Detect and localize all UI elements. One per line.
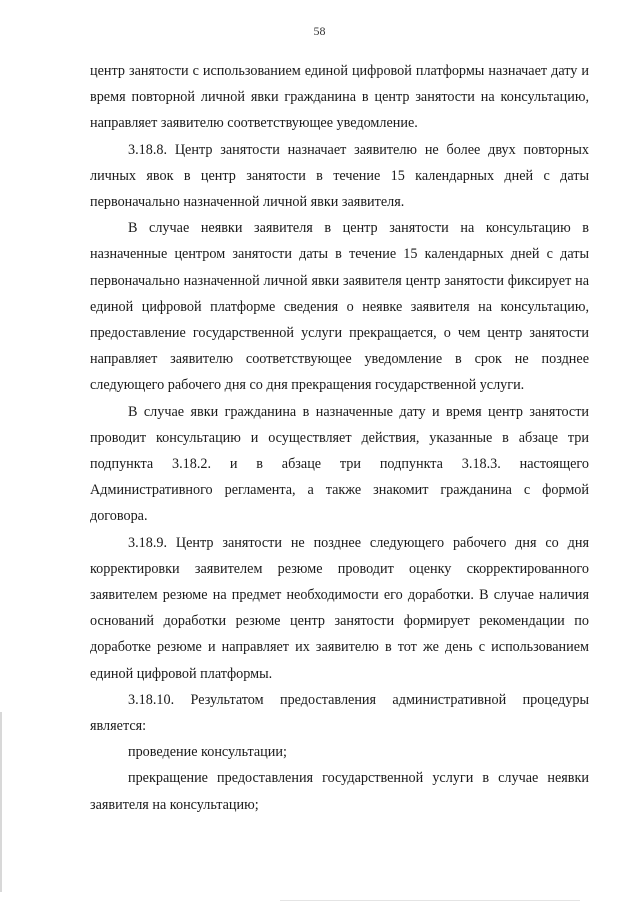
scan-edge-mark <box>0 712 2 892</box>
paragraph: 3.18.9. Центр занятости не позднее следующего рабочего дня со дня корректировки заявителем резюме проводит оценку скорректированного заявителем резюме на предмет необходимости его доработки. В случае наличия оснований доработки резюме центр занятости формирует рекомендации по доработке резюме и направляет их заявителю в тот же день с использованием единой цифровой платформы. <box>90 534 589 682</box>
scan-bottom-mark <box>280 900 580 901</box>
document-body <box>90 58 589 818</box>
paragraph: центр занятости с использованием единой цифровой платформы назначает дату и время повторной личной явки гражданина в центр занятости на консультацию, направляет заявителю соответствующее уведомление. <box>90 63 589 132</box>
paragraph: проведение консультации; <box>128 744 287 761</box>
paragraph: В случае неявки заявителя в центр занятости на консультацию в назначенные центром занятости даты в течение 15 календарных дней с даты первоначально назначенной личной явки заявителя центр занятости фиксирует на единой цифровой платформе сведения о неявке заявителя на консультацию, предоставление государственной услуги прекращается, о чем центр занятости направляет заявителю соответствующее уведомление в срок не позднее следующего рабочего дня со дня прекращения государственной услуги. <box>90 220 589 394</box>
paragraph: 3.18.10. Результатом предоставления административной процедуры является: <box>90 691 589 735</box>
page-number: 58 <box>313 24 326 38</box>
paragraph: В случае явки гражданина в назначенные дату и время центр занятости проводит консультацию и осуществляет действия, указанные в абзаце три подпункта 3.18.2. и в абзаце три подпункта 3.18.3. настоящего Административного регламента, а также знакомит гражданина с формой договора. <box>90 403 589 525</box>
paragraph: 3.18.8. Центр занятости назначает заявителю не более двух повторных личных явок в центр занятости в течение 15 календарных дней с даты первоначально назначенной личной явки заявителя. <box>90 141 589 211</box>
paragraph: прекращение предоставления государственной услуги в случае неявки заявителя на консультацию; <box>90 770 589 813</box>
